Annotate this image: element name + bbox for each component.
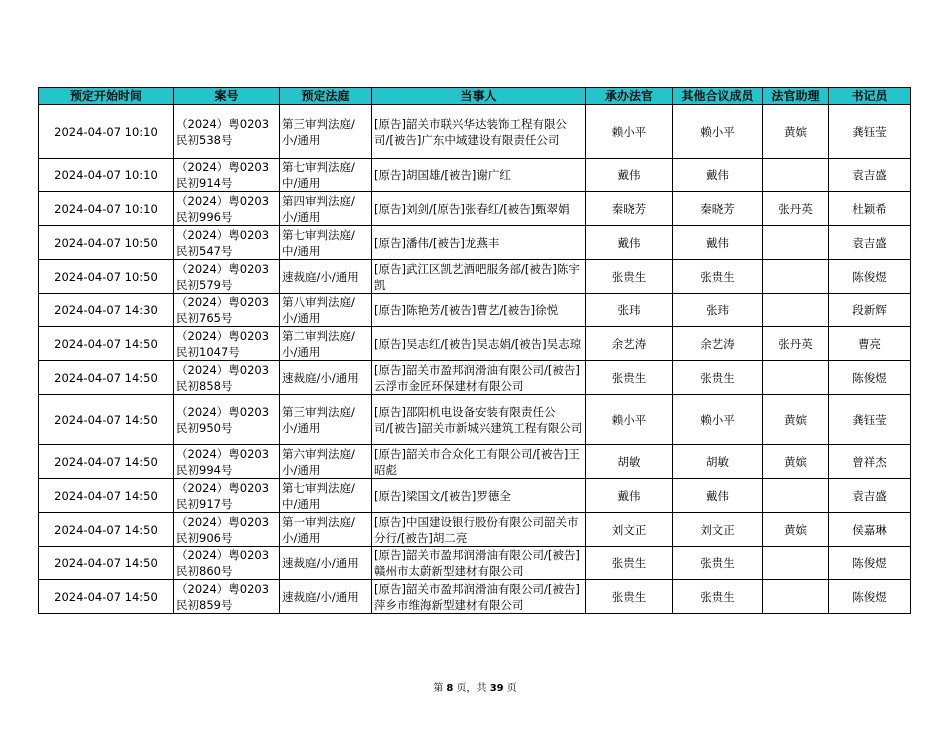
case-number-cell: （2024）粤0203民初579号 bbox=[174, 260, 280, 294]
footer-middle: 页，共 bbox=[453, 683, 490, 694]
table-row bbox=[39, 513, 911, 547]
panel-members-cell: 胡敏 bbox=[673, 445, 763, 479]
presiding-judge-cell: 戴伟 bbox=[586, 159, 673, 192]
case-number-cell: （2024）粤0203民初860号 bbox=[174, 547, 280, 580]
start-time-cell: 2024-04-07 14:50 bbox=[39, 445, 174, 479]
courtroom-cell: 第三审判法庭/小/通用 bbox=[280, 105, 372, 159]
courtroom-cell: 速裁庭/小/通用 bbox=[280, 547, 372, 580]
header-courtroom: 预定法庭 bbox=[280, 88, 372, 105]
presiding-judge-cell: 戴伟 bbox=[586, 226, 673, 260]
header-clerk: 书记员 bbox=[829, 88, 911, 105]
case-number-cell: （2024）粤0203民初1047号 bbox=[174, 327, 280, 361]
table-header-row bbox=[39, 88, 911, 105]
table-row bbox=[39, 445, 911, 479]
start-time-cell: 2024-04-07 10:50 bbox=[39, 226, 174, 260]
start-time-cell: 2024-04-07 14:50 bbox=[39, 395, 174, 445]
panel-members-cell: 戴伟 bbox=[673, 479, 763, 513]
courtroom-cell: 第六审判法庭/小/通用 bbox=[280, 445, 372, 479]
presiding-judge-cell: 张玮 bbox=[586, 294, 673, 327]
header-parties: 当事人 bbox=[372, 88, 586, 105]
judge-assistant-cell bbox=[763, 361, 829, 395]
parties-cell: [原告]陈艳芳/[被告]曹艺/[被告]徐悦 bbox=[372, 294, 586, 327]
case-number-cell: （2024）粤0203民初950号 bbox=[174, 395, 280, 445]
presiding-judge-cell: 秦晓芳 bbox=[586, 192, 673, 226]
page-footer bbox=[0, 679, 950, 694]
parties-cell: [原告]吴志红/[被告]吴志娟/[被告]吴志琼 bbox=[372, 327, 586, 361]
clerk-cell: 陈俊煜 bbox=[829, 361, 911, 395]
courtroom-cell: 第三审判法庭/小/通用 bbox=[280, 395, 372, 445]
case-number-cell: （2024）粤0203民初914号 bbox=[174, 159, 280, 192]
presiding-judge-cell: 赖小平 bbox=[586, 395, 673, 445]
footer-suffix: 页 bbox=[503, 683, 517, 694]
start-time-cell: 2024-04-07 14:30 bbox=[39, 294, 174, 327]
clerk-cell: 陈俊煜 bbox=[829, 260, 911, 294]
courtroom-cell: 速裁庭/小/通用 bbox=[280, 580, 372, 614]
clerk-cell: 袁吉盛 bbox=[829, 159, 911, 192]
courtroom-cell: 速裁庭/小/通用 bbox=[280, 260, 372, 294]
parties-cell: [原告]胡国雄/[被告]谢广红 bbox=[372, 159, 586, 192]
presiding-judge-cell: 刘文正 bbox=[586, 513, 673, 547]
clerk-cell: 袁吉盛 bbox=[829, 479, 911, 513]
judge-assistant-cell: 黄嫔 bbox=[763, 105, 829, 159]
footer-total-pages: 39 bbox=[489, 683, 504, 694]
case-number-cell: （2024）粤0203民初917号 bbox=[174, 479, 280, 513]
case-number-cell: （2024）粤0203民初994号 bbox=[174, 445, 280, 479]
table-row bbox=[39, 226, 911, 260]
panel-members-cell: 张贵生 bbox=[673, 361, 763, 395]
presiding-judge-cell: 余艺涛 bbox=[586, 327, 673, 361]
clerk-cell: 龚钰莹 bbox=[829, 105, 911, 159]
footer-prefix: 第 bbox=[433, 683, 447, 694]
header-panel-members: 其他合议成员 bbox=[673, 88, 763, 105]
parties-cell: [原告]中国建设银行股份有限公司韶关市分行/[被告]胡二亮 bbox=[372, 513, 586, 547]
table-row bbox=[39, 159, 911, 192]
parties-cell: [原告]韶关市盈邦润滑油有限公司/[被告]萍乡市维海新型建材有限公司 bbox=[372, 580, 586, 614]
case-number-cell: （2024）粤0203民初996号 bbox=[174, 192, 280, 226]
clerk-cell: 陈俊煜 bbox=[829, 547, 911, 580]
courtroom-cell: 第二审判法庭/小/通用 bbox=[280, 327, 372, 361]
hearing-schedule-table bbox=[38, 87, 911, 614]
header-judge-assistant: 法官助理 bbox=[763, 88, 829, 105]
panel-members-cell: 赖小平 bbox=[673, 105, 763, 159]
panel-members-cell: 赖小平 bbox=[673, 395, 763, 445]
courtroom-cell: 第四审判法庭/小/通用 bbox=[280, 192, 372, 226]
presiding-judge-cell: 张贵生 bbox=[586, 361, 673, 395]
parties-cell: [原告]梁国文/[被告]罗德全 bbox=[372, 479, 586, 513]
panel-members-cell: 张贵生 bbox=[673, 547, 763, 580]
table-row bbox=[39, 580, 911, 614]
panel-members-cell: 戴伟 bbox=[673, 159, 763, 192]
start-time-cell: 2024-04-07 14:50 bbox=[39, 547, 174, 580]
start-time-cell: 2024-04-07 14:50 bbox=[39, 513, 174, 547]
clerk-cell: 杜颖希 bbox=[829, 192, 911, 226]
judge-assistant-cell: 张丹英 bbox=[763, 327, 829, 361]
judge-assistant-cell: 黄嫔 bbox=[763, 395, 829, 445]
parties-cell: [原告]武江区凯艺酒吧服务部/[被告]陈宇凯 bbox=[372, 260, 586, 294]
case-number-cell: （2024）粤0203民初765号 bbox=[174, 294, 280, 327]
parties-cell: [原告]韶关市盈邦润滑油有限公司/[被告]赣州市太蔚新型建材有限公司 bbox=[372, 547, 586, 580]
presiding-judge-cell: 张贵生 bbox=[586, 580, 673, 614]
judge-assistant-cell bbox=[763, 547, 829, 580]
judge-assistant-cell bbox=[763, 294, 829, 327]
judge-assistant-cell: 张丹英 bbox=[763, 192, 829, 226]
judge-assistant-cell: 黄嫔 bbox=[763, 445, 829, 479]
clerk-cell: 侯嘉琳 bbox=[829, 513, 911, 547]
table-row bbox=[39, 260, 911, 294]
case-number-cell: （2024）粤0203民初859号 bbox=[174, 580, 280, 614]
table-row bbox=[39, 294, 911, 327]
start-time-cell: 2024-04-07 10:10 bbox=[39, 192, 174, 226]
parties-cell: [原告]韶关市盈邦润滑油有限公司/[被告]云浮市金匠环保建材有限公司 bbox=[372, 361, 586, 395]
panel-members-cell: 张贵生 bbox=[673, 580, 763, 614]
start-time-cell: 2024-04-07 14:50 bbox=[39, 479, 174, 513]
judge-assistant-cell bbox=[763, 580, 829, 614]
courtroom-cell: 第一审判法庭/小/通用 bbox=[280, 513, 372, 547]
clerk-cell: 段新辉 bbox=[829, 294, 911, 327]
clerk-cell: 曾祥杰 bbox=[829, 445, 911, 479]
parties-cell: [原告]韶关市合众化工有限公司/[被告]王昭彪 bbox=[372, 445, 586, 479]
case-number-cell: （2024）粤0203民初906号 bbox=[174, 513, 280, 547]
case-number-cell: （2024）粤0203民初547号 bbox=[174, 226, 280, 260]
table-row bbox=[39, 547, 911, 580]
panel-members-cell: 张贵生 bbox=[673, 260, 763, 294]
panel-members-cell: 秦晓芳 bbox=[673, 192, 763, 226]
parties-cell: [原告]潘伟/[被告]龙燕丰 bbox=[372, 226, 586, 260]
start-time-cell: 2024-04-07 14:50 bbox=[39, 580, 174, 614]
parties-cell: [原告]邵阳机电设备安装有限责任公司/[被告]韶关市新城兴建筑工程有限公司 bbox=[372, 395, 586, 445]
courtroom-cell: 第七审判法庭/中/通用 bbox=[280, 479, 372, 513]
clerk-cell: 龚钰莹 bbox=[829, 395, 911, 445]
panel-members-cell: 余艺涛 bbox=[673, 327, 763, 361]
start-time-cell: 2024-04-07 14:50 bbox=[39, 361, 174, 395]
panel-members-cell: 刘文正 bbox=[673, 513, 763, 547]
header-presiding-judge: 承办法官 bbox=[586, 88, 673, 105]
panel-members-cell: 戴伟 bbox=[673, 226, 763, 260]
header-start-time: 预定开始时间 bbox=[39, 88, 174, 105]
presiding-judge-cell: 张贵生 bbox=[586, 547, 673, 580]
presiding-judge-cell: 赖小平 bbox=[586, 105, 673, 159]
courtroom-cell: 第七审判法庭/中/通用 bbox=[280, 226, 372, 260]
panel-members-cell: 张玮 bbox=[673, 294, 763, 327]
table-row bbox=[39, 361, 911, 395]
presiding-judge-cell: 张贵生 bbox=[586, 260, 673, 294]
judge-assistant-cell bbox=[763, 260, 829, 294]
parties-cell: [原告]刘剑/[原告]张春红/[被告]甄翠娟 bbox=[372, 192, 586, 226]
courtroom-cell: 速裁庭/小/通用 bbox=[280, 361, 372, 395]
presiding-judge-cell: 戴伟 bbox=[586, 479, 673, 513]
start-time-cell: 2024-04-07 10:50 bbox=[39, 260, 174, 294]
parties-cell: [原告]韶关市联兴华达装饰工程有限公司/[被告]广东中域建设有限责任公司 bbox=[372, 105, 586, 159]
courtroom-cell: 第七审判法庭/中/通用 bbox=[280, 159, 372, 192]
table-row bbox=[39, 327, 911, 361]
clerk-cell: 陈俊煜 bbox=[829, 580, 911, 614]
clerk-cell: 袁吉盛 bbox=[829, 226, 911, 260]
case-number-cell: （2024）粤0203民初858号 bbox=[174, 361, 280, 395]
judge-assistant-cell: 黄嫔 bbox=[763, 513, 829, 547]
header-case-number: 案号 bbox=[174, 88, 280, 105]
start-time-cell: 2024-04-07 10:10 bbox=[39, 105, 174, 159]
clerk-cell: 曹亮 bbox=[829, 327, 911, 361]
judge-assistant-cell bbox=[763, 226, 829, 260]
table-row bbox=[39, 192, 911, 226]
case-number-cell: （2024）粤0203民初538号 bbox=[174, 105, 280, 159]
table-row bbox=[39, 395, 911, 445]
courtroom-cell: 第八审判法庭/小/通用 bbox=[280, 294, 372, 327]
presiding-judge-cell: 胡敏 bbox=[586, 445, 673, 479]
footer-current-page: 8 bbox=[446, 683, 454, 694]
judge-assistant-cell bbox=[763, 479, 829, 513]
judge-assistant-cell bbox=[763, 159, 829, 192]
table-row bbox=[39, 479, 911, 513]
table-row bbox=[39, 105, 911, 159]
start-time-cell: 2024-04-07 10:10 bbox=[39, 159, 174, 192]
start-time-cell: 2024-04-07 14:50 bbox=[39, 327, 174, 361]
